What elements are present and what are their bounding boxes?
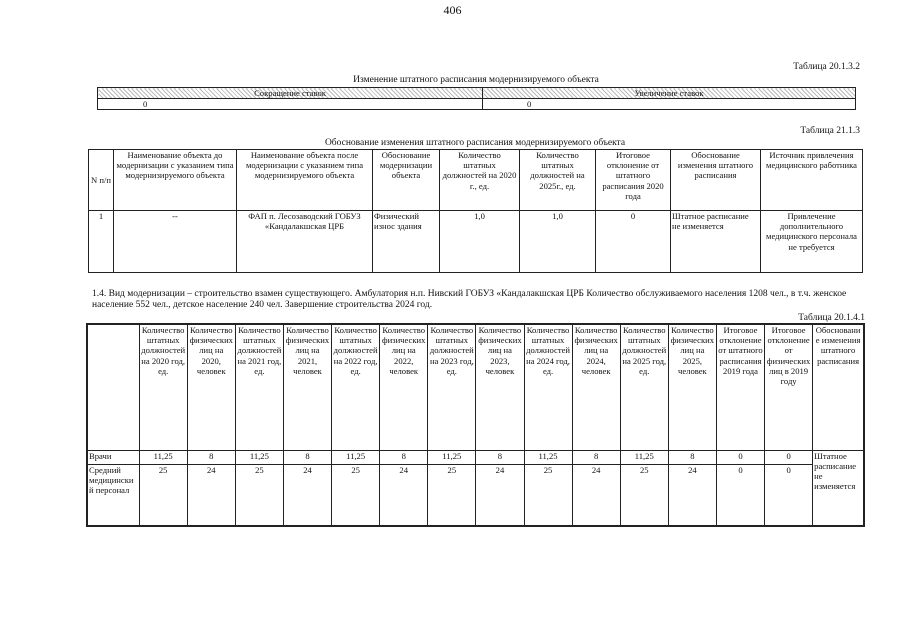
table-3-header: Количество физических лиц на 2024, человек [572, 324, 620, 450]
table-2-header: Наименование объекта после модернизации с указанием типа модернизируемого объекта [237, 150, 373, 211]
table-3-cell: 0 [716, 450, 764, 464]
table-3-row-label: Врачи [87, 450, 139, 464]
table-2-header: Источник привлечения медицинского работника [761, 150, 863, 211]
table-3-header: Количество физических лиц на 2022, человек [380, 324, 428, 450]
table-3-cell: 0 [716, 464, 764, 526]
staffing-forecast-table [86, 323, 865, 527]
table-2-cell: 0 [596, 211, 671, 273]
table-3-header: Итоговое отклонение от штатного расписания 2019 года [716, 324, 764, 450]
table-3-cell: 8 [572, 450, 620, 464]
table-3-header: Количество штатных должностей на 2025 год, ед. [620, 324, 668, 450]
table-2-caption: Обоснование изменения штатного расписания модернизируемого объекта [324, 138, 626, 148]
table-3-header [87, 324, 139, 450]
table-3-cell: 25 [332, 464, 380, 526]
table-3-cell: 25 [139, 464, 187, 526]
table-1-cell: 0 [98, 99, 483, 110]
table-3-cell: 11,25 [428, 450, 476, 464]
table-3-merged-note: Штатное расписание не изменяется [813, 450, 864, 526]
table-2-cell: 1 [89, 211, 114, 273]
table-2-cell: 1,0 [440, 211, 520, 273]
table-3-cell: 11,25 [235, 450, 283, 464]
table-3-cell: 8 [380, 450, 428, 464]
table-3-header: Количество штатных должностей на 2022 год, ед. [332, 324, 380, 450]
table-3-cell: 8 [187, 450, 235, 464]
table-3-cell: 24 [283, 464, 331, 526]
table-3-cell: 8 [668, 450, 716, 464]
table-3-cell: 25 [428, 464, 476, 526]
table-2-header: Количество штатных должностей на 2025г., ед. [520, 150, 596, 211]
table-3-cell: 25 [620, 464, 668, 526]
table-3-cell: 11,25 [524, 450, 572, 464]
table-3-row-label: Средний медицинский персонал [87, 464, 139, 526]
table-2-cell: -- [114, 211, 237, 273]
table-3-cell: 11,25 [332, 450, 380, 464]
table-2-cell: Штатное расписание не изменяется [671, 211, 761, 273]
table-2-header: N п/п [89, 150, 114, 211]
table-1-cell: 0 [483, 99, 856, 110]
table-3-cell: 24 [187, 464, 235, 526]
table-3-header: Количество штатных должностей на 2021 год, ед. [235, 324, 283, 450]
staff-change-table [97, 87, 856, 110]
table-2-header: Количество штатных должностей на 2020 г., ед. [440, 150, 520, 211]
table-3-header: Количество физических лиц на 2025, человек [668, 324, 716, 450]
page-number: 406 [443, 3, 462, 17]
table-3-cell: 24 [668, 464, 716, 526]
table-3-header: Количество физических лиц на 2020, человек [187, 324, 235, 450]
staff-justification-table [88, 149, 863, 273]
section-paragraph: 1.4. Вид модернизации – строительство взамен существующего. Амбулатория н.п. Нивский ГОБУЗ «Кандалакшская ЦРБ Количество обслуживаемого населения 1208 чел., в т.ч. женское население 552 чел., детское население 240 чел. Завершение строительства 2024 год. [92, 289, 847, 310]
table-3-header: Количество штатных должностей на 2020 год, ед. [139, 324, 187, 450]
table-3-cell: 8 [283, 450, 331, 464]
table-3-label: Таблица 20.1.4.1 [798, 313, 865, 323]
table-3-header: Количество физических лиц на 2023, человек [476, 324, 524, 450]
table-3-cell: 24 [572, 464, 620, 526]
table-2-cell: Физический износ здания [373, 211, 440, 273]
table-2-header: Обоснование изменения штатного расписания [671, 150, 761, 211]
table-3-header: Количество физических лиц на 2021, человек [283, 324, 331, 450]
table-3-cell: 11,25 [139, 450, 187, 464]
table-3-cell: 0 [765, 450, 813, 464]
table-2-header: Обоснование модернизации объекта [373, 150, 440, 211]
table-2-label: Таблица 21.1.3 [800, 126, 860, 136]
table-3-cell: 25 [235, 464, 283, 526]
table-3-cell: 25 [524, 464, 572, 526]
table-3-cell: 11,25 [620, 450, 668, 464]
table-3-cell: 0 [765, 464, 813, 526]
table-3-cell: 24 [380, 464, 428, 526]
table-2-header: Итоговое отклонение от штатного расписания 2020 года [596, 150, 671, 211]
table-1-caption: Изменение штатного расписания модернизируемого объекта [353, 75, 599, 85]
table-1-header: Сокращение ставок [98, 88, 483, 99]
table-1-header: Увеличение ставок [483, 88, 856, 99]
table-1-label: Таблица 20.1.3.2 [793, 62, 860, 72]
table-3-header: Количество штатных должностей на 2023 год, ед. [428, 324, 476, 450]
table-3-cell: 24 [476, 464, 524, 526]
table-3-header: Обоснование изменения штатного расписания [813, 324, 864, 450]
table-2-header: Наименование объекта до модернизации с указанием типа модернизируемого объекта [114, 150, 237, 211]
table-3-header: Количество штатных должностей на 2024 год, ед. [524, 324, 572, 450]
table-3-header: Итоговое отклонение от физических лиц в 2019 году [765, 324, 813, 450]
table-2-cell: 1,0 [520, 211, 596, 273]
table-2-cell: Привлечение дополнительного медицинского персонала не требуется [761, 211, 863, 273]
table-2-cell: ФАП п. Лесозаводский ГОБУЗ «Кандалакшская ЦРБ [237, 211, 373, 273]
table-3-cell: 8 [476, 450, 524, 464]
